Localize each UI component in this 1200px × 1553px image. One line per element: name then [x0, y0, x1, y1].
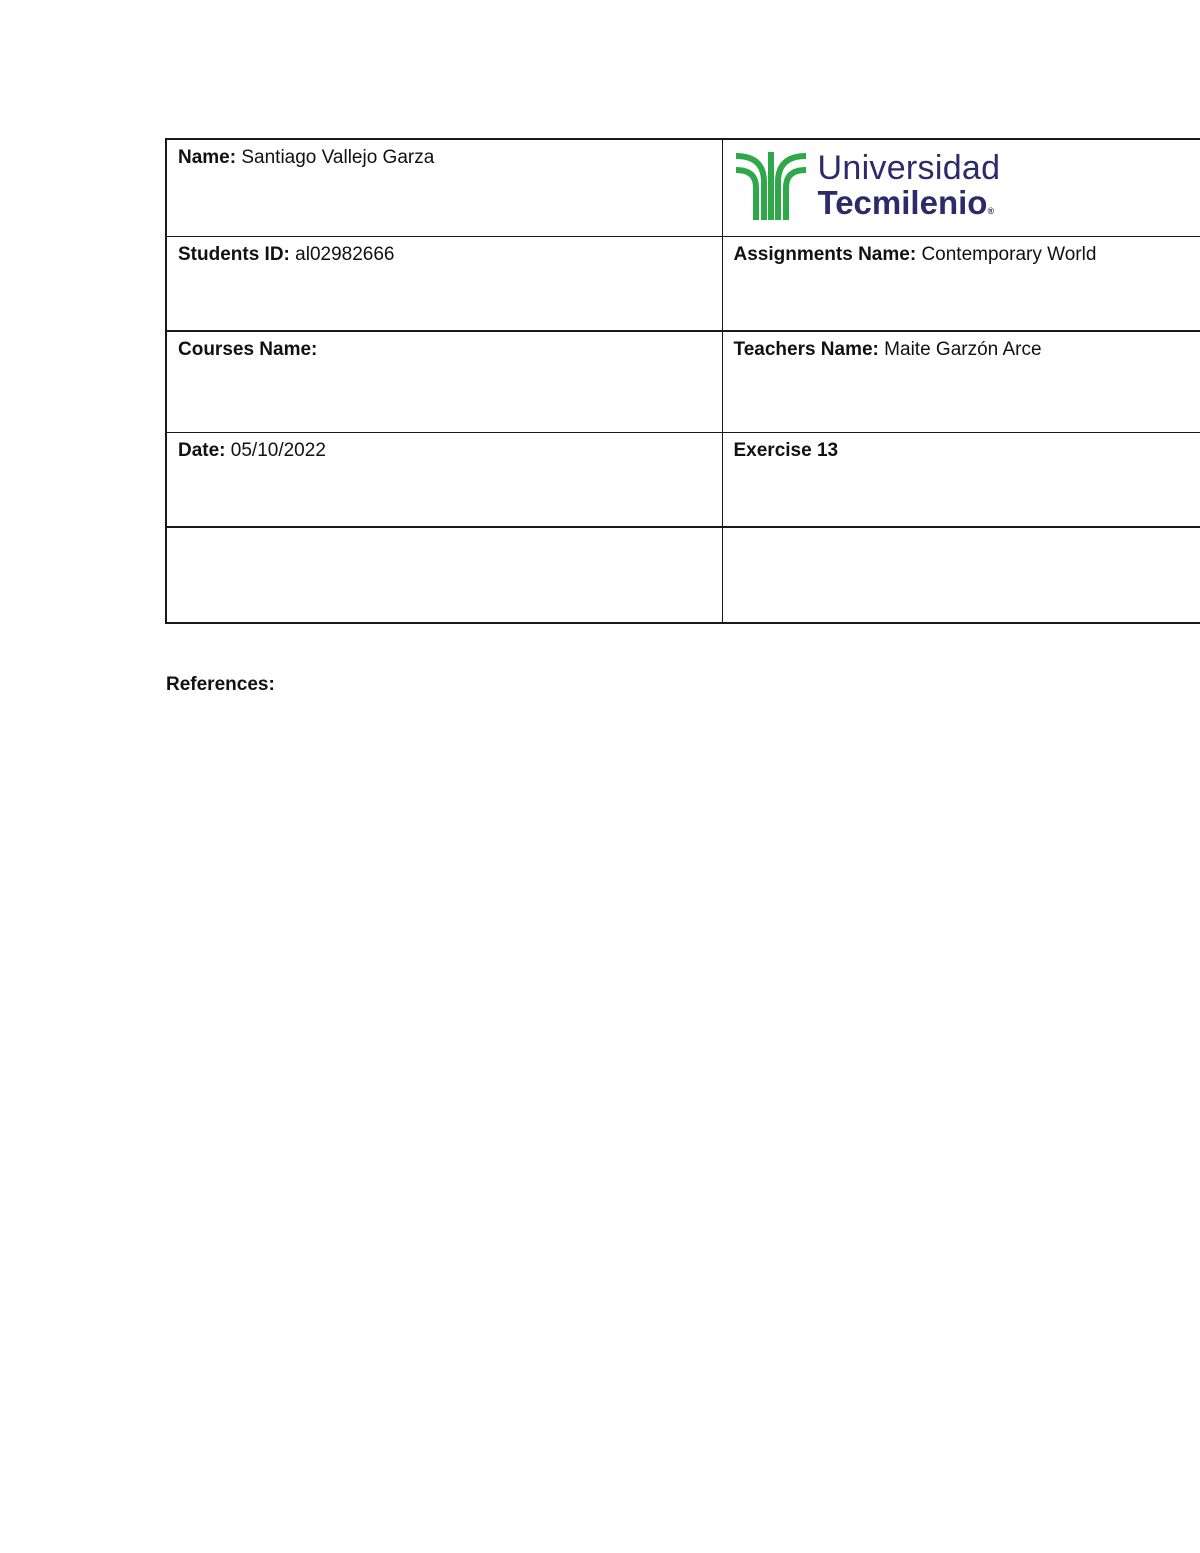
assignment-label: Assignments Name: — [733, 243, 917, 265]
name-value: Santiago Vallejo Garza — [236, 147, 435, 168]
assignment-value: Contemporary World — [916, 243, 1097, 265]
student-id-cell — [166, 236, 722, 331]
exercise-label: Exercise 13 — [733, 439, 839, 461]
table-row — [166, 331, 1200, 432]
name-label: Name: — [178, 147, 237, 168]
teacher-cell — [722, 331, 1200, 432]
logo-wordmark — [818, 151, 1001, 219]
table-row — [166, 139, 1200, 236]
table-row — [166, 236, 1200, 331]
logo-line-tecmilenio — [818, 186, 1001, 219]
logo-line-universidad: Universidad — [817, 149, 1001, 187]
date-label: Date: — [178, 439, 226, 461]
student-id-label: Students ID: — [178, 243, 290, 265]
registered-mark: ® — [987, 206, 995, 216]
course-cell — [166, 331, 722, 432]
course-label: Courses Name: — [178, 339, 318, 360]
assignment-cell — [722, 236, 1200, 331]
student-info-table — [165, 138, 1200, 624]
logo-cell — [722, 139, 1200, 236]
teacher-label: Teachers Name: — [733, 339, 879, 360]
empty-cell-left — [166, 527, 722, 623]
exercise-cell — [722, 432, 1200, 527]
student-id-value: al02982666 — [289, 243, 395, 265]
date-value: 05/10/2022 — [225, 439, 326, 461]
references-heading: References: — [166, 674, 275, 695]
empty-cell-right — [722, 527, 1200, 623]
teacher-value: Maite Garzón Arce — [878, 339, 1042, 360]
university-logo — [734, 148, 1200, 222]
date-cell — [166, 432, 722, 527]
table-row — [166, 432, 1200, 527]
tecmilenio-tree-icon — [734, 148, 808, 222]
table-row — [166, 527, 1200, 623]
logo-tecmilenio-text: Tecmilenio — [817, 184, 988, 221]
name-cell — [166, 139, 722, 236]
